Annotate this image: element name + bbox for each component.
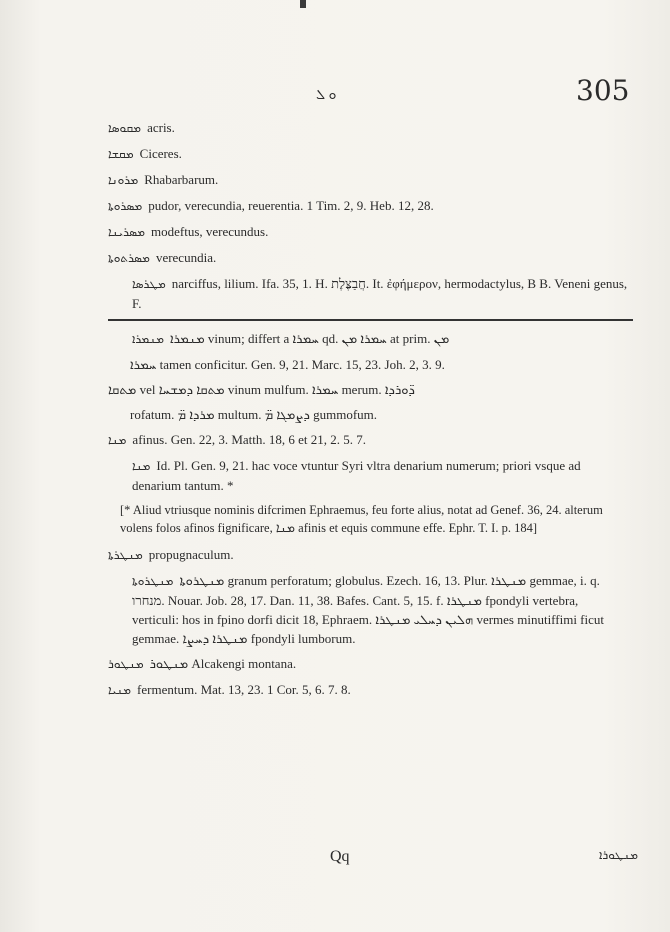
- footnote: [* Aliud vtriusque nominis difcrimen Ephraemus, feu forte alius, notat ad Genef. 36, 24. alterum volens folos afinos fignificare, ܡܢܐ afinis et equis commune effe. Ephr. T. I. p. 184]: [120, 503, 603, 535]
- entry-definition: Id. Pl. Gen. 9, 21. hac voce vtuntur Syri vltra denarium numerum; priori vsque ad denarium tantum. *: [132, 458, 581, 493]
- entry-definition: acris.: [147, 120, 175, 135]
- page-number: 305: [576, 74, 630, 107]
- entries-column: [108, 118, 628, 706]
- entry-definition: pudor, verecundia, reuerentia. 1 Tim. 2, 9. Heb. 12, 28.: [148, 198, 434, 213]
- dictionary-entry: [108, 196, 628, 216]
- entry-definition: afinus. Gen. 22, 3. Matth. 18, 6 et 21, 2. 5. 7.: [132, 432, 367, 447]
- syriac-headword: ܡܣܪܝܢܐ: [108, 225, 146, 239]
- dictionary-entry: [108, 329, 628, 349]
- dictionary-entry: [108, 248, 628, 268]
- syriac-headword: ܡܛܪܣܐ: [132, 277, 166, 291]
- dictionary-entry: [108, 170, 628, 190]
- catchword: ܡܢܛܘܪܐ: [599, 848, 638, 862]
- dictionary-entry: [108, 380, 628, 399]
- entry-definition: ܚܡܪܐ tamen conficitur. Gen. 9, 21. Marc. 15, 23. Joh. 2, 3. 9.: [130, 357, 445, 372]
- entry-definition: propugnaculum.: [148, 547, 234, 562]
- syriac-headword: ܡܢܐ: [132, 459, 151, 473]
- syriac-headword: ܡܣܪܘܬܐ: [108, 199, 143, 213]
- entry-definition: ܡܢܛܪܘܬܐ granum perforatum; globulus. Ezech. 16, 13. Plur. ܡܢܛܪܐ gemmae, i. q. מנחרו. Nouar. Job. 28, 17. Dan. 11, 38. Bafes. Cant. 5, 15. f. ܡܢܛܪܐ fpondyli vertebra, verticuli: hos in fpino dorfi dicit 18, Ephraem. ܗܠܝܢ ܕܚܠܝ ܡܢܛܪܐ vermes minutiffimi ficut gemmae. ܡܢܛܪܐ ܕܚܨܐ fpondyli lumborum.: [132, 573, 605, 646]
- syriac-headword: ܡܪܘܢܐ: [108, 173, 139, 187]
- syriac-headword: ܡܣܪܬܘܬܐ: [108, 251, 150, 265]
- syriac-headword: ܡܢܛܪܬܐ: [108, 548, 143, 562]
- entry-definition: modeftus, verecundus.: [151, 224, 269, 239]
- entry-list-1: [108, 118, 628, 313]
- dictionary-entry: [108, 405, 628, 424]
- dictionary-entry: [108, 680, 628, 700]
- entry-list-3: [108, 545, 628, 700]
- entry-definition: Ciceres.: [139, 146, 182, 161]
- syriac-headword: ܡܢܡܪܐ: [132, 332, 164, 346]
- signature-mark: Qq: [330, 848, 350, 865]
- dictionary-entry: [108, 274, 628, 313]
- dictionary-entry: [108, 545, 628, 565]
- dictionary-entry: [108, 456, 628, 495]
- entry-definition: ܡܢܡܪܐ vinum; differt a ܚܡܪܐ qd. ܚܡܪܐ ܡܢ at prim. ܡܢ: [170, 331, 450, 346]
- entry-definition: narciffus, lilium. Ifa. 35, 1. H. חֲבַצֶּלֶת. It. ἐφήμερον, hermodactylus, B B. Veneni genus, F.: [132, 276, 628, 311]
- dictionary-entry: [108, 144, 628, 164]
- dictionary-entry: [108, 222, 628, 242]
- dictionary-entry: [108, 118, 628, 138]
- entry-definition: ܡܬܩܐ vel ܡܬܩܐ ܕܡܫܚܐ vinum mulfum. ܚܡܪܐ merum. ܕ̈ܘܪܕܐ: [108, 382, 415, 397]
- dictionary-entry: [108, 355, 628, 374]
- syriac-headword: ܡܩܫܐ: [108, 147, 134, 161]
- syriac-headword: ܡܢܐ: [108, 433, 127, 447]
- ink-mark: [300, 0, 306, 8]
- entry-definition: rofatum. ܡܪܕܐ ܡ̈ multum. ܕܨܡܓܐ ܡ̈ gummofum.: [130, 407, 378, 422]
- dictionary-entry: [108, 430, 628, 450]
- entry-definition: verecundia.: [155, 250, 217, 265]
- dictionary-entry: [108, 571, 628, 648]
- folio-mark: ܘ ܠ: [316, 88, 337, 103]
- syriac-headword: ܡܢܛܪܘܬܐ: [132, 574, 174, 588]
- entry-definition: ܡܢܛܘܪ Alcakengi montana.: [149, 656, 297, 671]
- section-divider: [108, 319, 633, 321]
- entry-definition: Rhabarbarum.: [144, 172, 219, 187]
- entry-list-2: [108, 329, 628, 495]
- syriac-headword: ܡܢܛܘܪ: [108, 657, 144, 671]
- dictionary-entry: [108, 654, 628, 674]
- syriac-headword: ܡܢܝܐ: [108, 683, 132, 697]
- entry-definition: fermentum. Mat. 13, 23. 1 Cor. 5, 6. 7. 8.: [137, 682, 351, 697]
- syriac-headword: ܡܩܘܣܐ: [108, 121, 142, 135]
